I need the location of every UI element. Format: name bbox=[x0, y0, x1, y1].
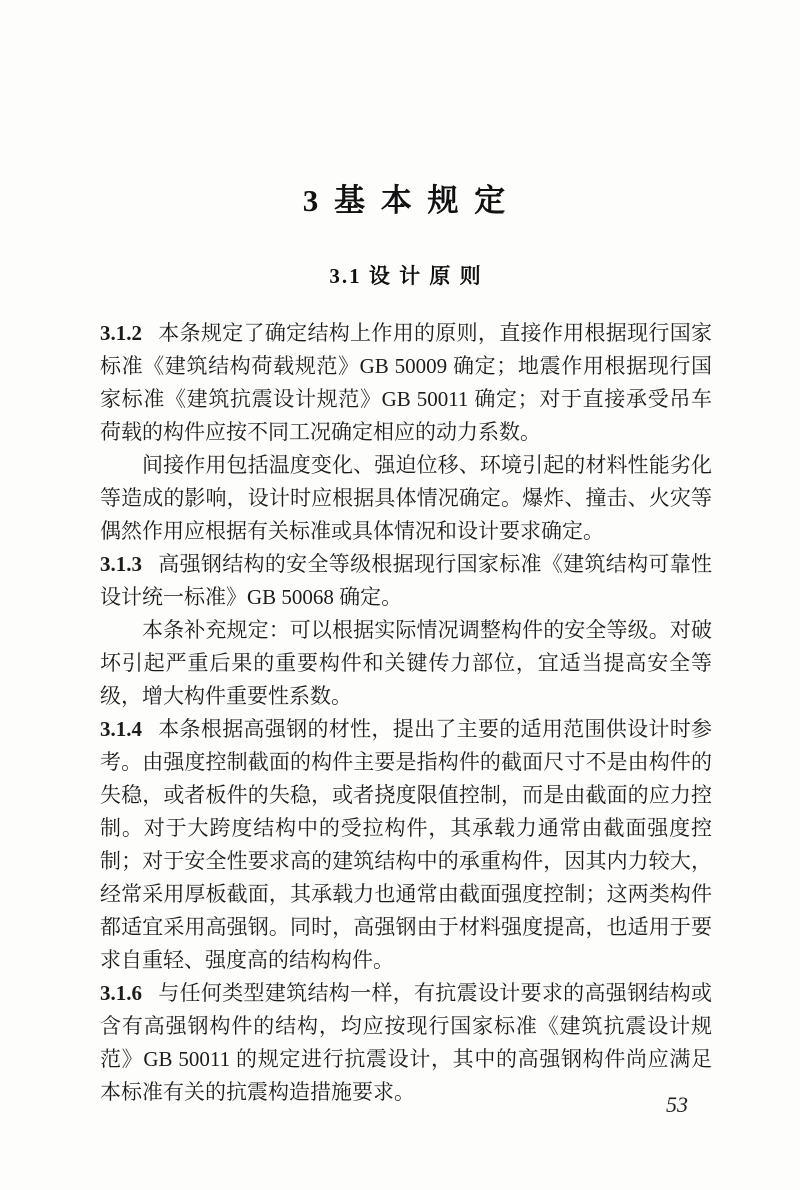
section-heading: 3.1 设 计 原 则 bbox=[329, 264, 483, 288]
paragraph-text: 高强钢结构的安全等级根据现行国家标准《建筑结构可靠性设计统一标准》GB 50068 确定。 bbox=[100, 552, 712, 609]
clause-number: 3.1.2 bbox=[100, 321, 142, 345]
paragraph-continuation bbox=[100, 614, 712, 713]
paragraph-text: 本条根据高强钢的材性，提出了主要的适用范围供设计时参考。由强度控制截面的构件主要是指构件的截面尺寸不是由构件的失稳，或者板件的失稳，或者挠度限值控制，而是由截面的应力控制。对于大跨度结构中的受拉构件，其承载力通常由截面强度控制；对于安全性要求高的建筑结构中的承重构件，因其内力较大，经常采用厚板截面，其承载力也通常由截面强度控制；这两类构件都适宜采用高强钢。同时，高强钢由于材料强度提高，也适用于要求自重轻、强度高的结构构件。 bbox=[100, 717, 712, 972]
paragraph-3-1-2 bbox=[100, 317, 712, 449]
paragraph-3-1-3 bbox=[100, 548, 712, 614]
page-content bbox=[100, 175, 712, 1109]
paragraph-text: 与任何类型建筑结构一样，有抗震设计要求的高强钢结构或含有高强钢构件的结构，均应按现行国家标准《建筑抗震设计规范》GB 50011 的规定进行抗震设计，其中的高强钢构件尚应满足本标准有关的抗震构造措施要求。 bbox=[100, 981, 712, 1104]
clause-number: 3.1.4 bbox=[100, 717, 142, 741]
paragraph-3-1-6 bbox=[100, 977, 712, 1109]
paragraph-continuation bbox=[100, 449, 712, 548]
paragraph-text: 本条补充规定：可以根据实际情况调整构件的安全等级。对破坏引起严重后果的重要构件和关键传力部位，宜适当提高安全等级，增大构件重要性系数。 bbox=[100, 618, 712, 708]
paragraph-3-1-4 bbox=[100, 713, 712, 977]
paragraph-text: 间接作用包括温度变化、强迫位移、环境引起的材料性能劣化等造成的影响，设计时应根据具体情况确定。爆炸、撞击、火灾等偶然作用应根据有关标准或具体情况和设计要求确定。 bbox=[100, 453, 712, 543]
page-number: 53 bbox=[666, 1092, 688, 1117]
chapter-heading: 3 基 本 规 定 bbox=[302, 183, 510, 218]
clause-number: 3.1.3 bbox=[100, 552, 142, 576]
clause-number: 3.1.6 bbox=[100, 981, 142, 1005]
paragraph-text: 本条规定了确定结构上作用的原则，直接作用根据现行国家标准《建筑结构荷载规范》GB 50009 确定；地震作用根据现行国家标准《建筑抗震设计规范》GB 50011 确定；对于直接承受吊车荷载的构件应按不同工况确定相应的动力系数。 bbox=[100, 321, 712, 444]
